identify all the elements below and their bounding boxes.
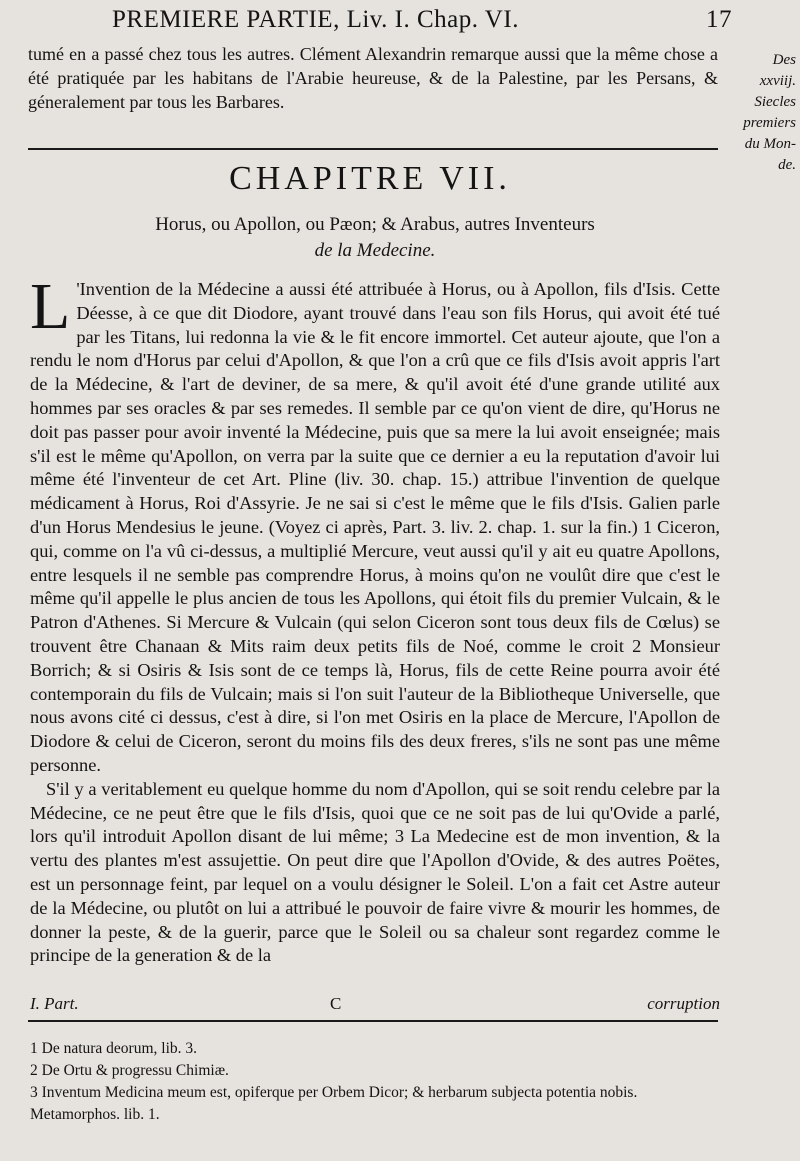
running-title: PREMIERE PARTIE, Liv. I. Chap. VI.	[112, 6, 519, 33]
header-divider	[28, 148, 718, 150]
chapter-title-line: de la Medecine.	[314, 240, 436, 261]
page-footer	[30, 994, 720, 1014]
signature-label: I. Part.	[30, 994, 79, 1013]
margin-note-line: premiers	[743, 115, 796, 131]
main-text	[30, 270, 720, 968]
paragraph	[30, 270, 720, 778]
footnote: 1 De natura deorum, lib. 3.	[30, 1040, 198, 1057]
margin-note-line: Des	[772, 52, 796, 68]
chapter-title-line: Horus, ou Apollon, ou Pæon; & Arabus, autres Inventeurs	[155, 214, 595, 235]
margin-note-line: Siecles	[754, 94, 796, 110]
signature-mark: C	[330, 994, 342, 1013]
footnote-divider	[28, 1020, 718, 1022]
footnote: 3 Inventum Medicina meum est, opiferque per Orbem Dicor; & herbarum subjecta potentia nobis. Metamorphos. lib. 1.	[30, 1084, 638, 1123]
page-number: 17	[706, 6, 732, 33]
chapter-title	[30, 212, 720, 264]
catchword: corruption	[647, 994, 720, 1013]
margin-note	[706, 50, 796, 176]
margin-note-line: de.	[778, 157, 796, 173]
margin-note-line: du Mon-	[744, 136, 796, 152]
footnotes	[30, 1038, 720, 1126]
margin-note-line: xxviij.	[759, 73, 796, 89]
running-header	[112, 6, 732, 34]
chapter-heading: CHAPITRE VII.	[229, 160, 511, 197]
footnote: 2 De Ortu & progressu Chimiæ.	[30, 1062, 229, 1079]
drop-cap: L	[30, 270, 71, 343]
carryover-paragraph: tumé en a passé chez tous les autres. Clément Alexandrin remarque aussi que la même chose a été pratiquée par les habitans de l'Arabie heureuse, & de la Palestine, par les Persans, & géneralement par tous les Barbares.	[28, 44, 718, 112]
paragraph: S'il y a veritablement eu quelque homme du nom d'Apollon, qui se soit rendu celebre par la Médecine, ce ne peut être que le fils d'Isis, quoi que ce ne soit pas de lui qu'Ovide a parlé, lors qu'il introduit Apollon disant de lui même; 3 La Medecine est de mon invention, & la vertu des plantes m'est assujettie. On peut dire que l'Apollon d'Ovide, & des autres Poëtes, est un personnage feint, par lequel on a voulu désigner le Soleil. L'on a fait cet Astre auteur de la Médecine, ou plutôt on lui a attribué le pouvoir de faire vivre & mourir les hommes, de donner la peste, & de la guerir, parce que le Soleil ou sa chaleur sont regardez comme le principe de la generation & de la	[30, 778, 720, 966]
paragraph-text: 'Invention de la Médecine a aussi été attribuée à Horus, ou à Apollon, fils d'Isis. Cette Déesse, à ce que dit Diodore, ayant trouvé dans l'eau son fils Horus, qui avoit été tué par les Titans, lui redonna la vie & le fit encore immortel. Cet auteur ajoute, que l'on a rendu le nom d'Horus par celui d'Apollon, & que l'on a crû que ce fils d'Isis avoit appris l'art de la Médecine, & l'art de deviner, de sa mere, & qu'il avoit été d'une grande utilité aux hommes par ses oracles & par ses remedes. Il semble par ce qu'on vient de dire, qu'Horus ne doit pas passer pour avoir inventé la Médecine, puis que sa mere la lui avoit enseignée; mais s'il est le même qu'Apollon, on verra par la suite que ce dernier a eu la reputation d'avoir lui même été l'inventeur de cet Art. Pline (liv. 30. chap. 15.) attribue l'invention de quelque médicament à Horus, Roi d'Assyrie. Je ne sai si c'est le même que le fils d'Isis. Galien parle d'un Horus Mendesius le jeune. (Voyez ci après, Part. 3. liv. 2. chap. 1. sur la fin.) 1 Ciceron, qui, comme on l'a vû ci-dessus, a multiplié Mercure, veut aussi qu'il y ait eu quatre Apollons, entre lesquels il ne semble pas comprendre Horus, à moins qu'on ne voulût dire que c'est le même qu'il appelle le plus ancien de tous les Apollons, qui étoit fils du premier Vulcain, & le Patron d'Athenes. Si Mercure & Vulcain (qui selon Ciceron sont tous deux fils de Cœlus) se trouvent être Chanaan & Mits raim deux petits fils de Noé, comme le croit 2 Monsieur Borrich; & si Osiris & Isis sont de ce temps là, Horus, fils de cette Reine pourra avoir été contemporain du fils de Vulcain; mais si l'on suit l'auteur de la Bibliotheque Universelle, que nous avons cité ci dessus, c'est à dire, si l'on met Osiris en la place de Mercure, l'Apollon de Diodore & celui de Ciceron, seront du moins fils des deux freres, s'ils ne sont pas une même personne.	[30, 279, 720, 775]
